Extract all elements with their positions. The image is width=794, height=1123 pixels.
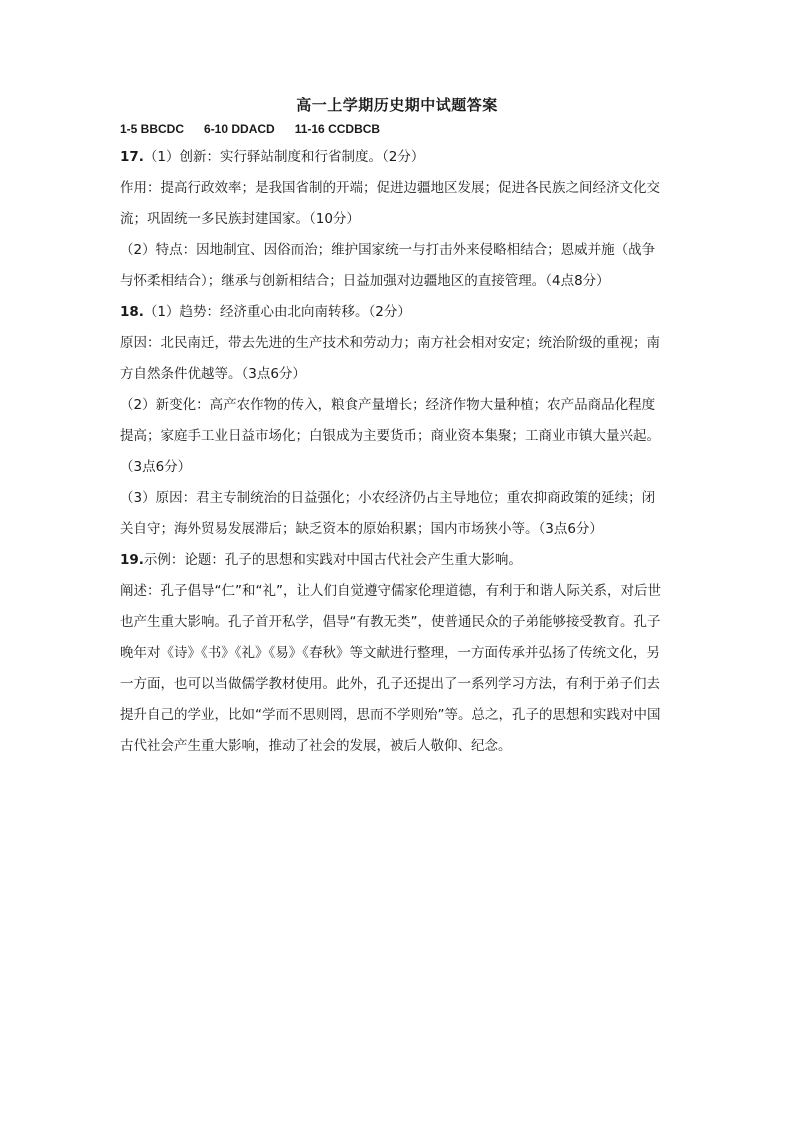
q19-explanation-line2: 也产生重大影响。孔子首开私学，倡导“有教无类”，使普通民众的子弟能够接受教育。孔子 bbox=[120, 614, 661, 630]
q18-part3-line2: 关自守；海外贸易发展滞后；缺乏资本的原始积累；国内市场狭小等。（3点6分） bbox=[120, 521, 603, 537]
question-number: 19. bbox=[120, 552, 144, 568]
q17-part2-line2: 与怀柔相结合）；继承与创新相结合；日益加强对边疆地区的直接管理。（4点8分） bbox=[120, 273, 610, 289]
answer-body bbox=[120, 120, 682, 762]
q19-thesis: 19.示例：论题：孔子的思想和实践对中国古代社会产生重大影响。 bbox=[120, 552, 522, 568]
mc-group-1: 1-5 BBCDC bbox=[120, 122, 185, 136]
q18-reason-line1: 原因：北民南迁，带去先进的生产技术和劳动力；南方社会相对安定；统治阶级的重视；南 bbox=[120, 335, 660, 351]
q17-part2-line1: （2）特点：因地制宜、因俗而治；维护国家统一与打击外来侵略相结合；恩威并施（战争 bbox=[120, 242, 656, 258]
q18-part2-line1: （2）新变化：高产农作物的传入，粮食产量增长；经济作物大量种植；农产品商品化程度 bbox=[120, 397, 656, 413]
q18-part3-line1: （3）原因：君主专制统治的日益强化；小农经济仍占主导地位；重农抑商政策的延续；闭 bbox=[120, 490, 656, 506]
page-title: 高一上学期历史期中试题答案 bbox=[296, 96, 498, 114]
multiple-choice-answers bbox=[120, 120, 682, 138]
q17-effect-line2: 流；巩固统一多民族封建国家。（10分） bbox=[120, 211, 360, 227]
q18-part2-line2: 提高；家庭手工业日益市场化；白银成为主要货币；商业资本集聚；工商业市镇大量兴起。 bbox=[120, 428, 660, 444]
mc-group-3: 11-16 CCDBCB bbox=[294, 122, 381, 136]
q19-explanation-line4: 一方面，也可以当做儒学教材使用。此外，孔子还提出了一系列学习方法，有利于弟子们去 bbox=[120, 676, 660, 692]
q19-explanation-line1: 阐述：孔子倡导“仁”和“礼”，让人们自觉遵守儒家伦理道德，有利于和谐人际关系，对后世 bbox=[120, 583, 661, 599]
q18-reason-line2: 方自然条件优越等。（3点6分） bbox=[120, 366, 306, 382]
question-number: 17. bbox=[120, 149, 144, 165]
q18-part2-line3: （3点6分） bbox=[120, 459, 192, 475]
q18-part1-trend: 18.（1）趋势：经济重心由北向南转移。（2分） bbox=[120, 304, 411, 320]
q19-explanation-line6: 古代社会产生重大影响，推动了社会的发展，被后人敬仰、纪念。 bbox=[120, 738, 512, 754]
q17-effect-line1: 作用：提高行政效率；是我国省制的开端；促进边疆地区发展；促进各民族之间经济文化交 bbox=[120, 180, 660, 196]
q19-explanation-line3: 晚年对《诗》《书》《礼》《易》《春秋》等文献进行整理，一方面传承并弘扬了传统文化，另 bbox=[120, 645, 660, 661]
q19-explanation-line5: 提升自己的学业，比如“学而不思则罔，思而不学则殆”等。总之，孔子的思想和实践对中国 bbox=[120, 707, 661, 723]
mc-group-2: 6-10 DDACD bbox=[204, 122, 275, 136]
q17-part1-innovation: 17.（1）创新：实行驿站制度和行省制度。（2分） bbox=[120, 149, 425, 165]
question-number: 18. bbox=[120, 304, 144, 320]
